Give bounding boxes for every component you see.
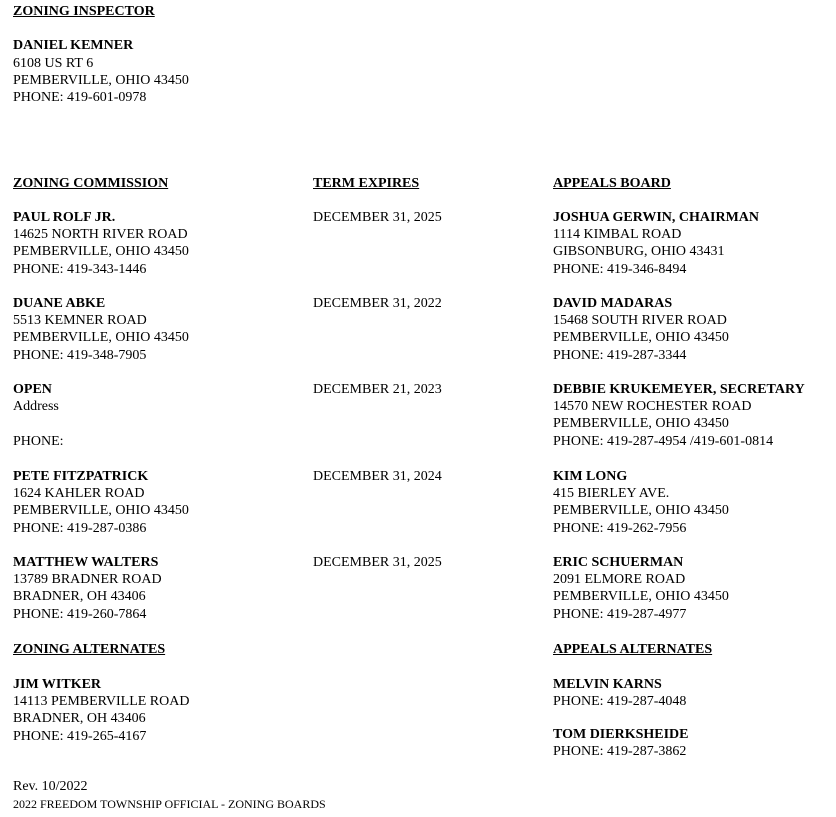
- member-city: PEMBERVILLE, OHIO 43450: [553, 503, 729, 519]
- member-city: PEMBERVILLE, OHIO 43450: [553, 416, 729, 432]
- member-address: 15468 SOUTH RIVER ROAD: [553, 313, 727, 329]
- member-name: MELVIN KARNS: [553, 677, 662, 692]
- member-address: 5513 KEMNER ROAD: [13, 313, 147, 329]
- appeals-member: [553, 381, 805, 450]
- member-city: PEMBERVILLE, OHIO 43450: [553, 589, 729, 605]
- zoning-commission-heading: ZONING COMMISSION: [13, 176, 169, 191]
- member-name: DAVID MADARAS: [553, 296, 673, 311]
- inspector-section: [13, 3, 189, 106]
- member-city: PEMBERVILLE, OHIO 43450: [13, 330, 189, 346]
- inspector-city: PEMBERVILLE, OHIO 43450: [13, 72, 189, 88]
- member-phone: PHONE: 419-287-0386: [13, 520, 147, 536]
- member-address: 2091 ELMORE ROAD: [553, 572, 686, 588]
- appeals-member: [553, 209, 759, 278]
- appeals-alternate-member: [553, 726, 689, 760]
- member-name: KIM LONG: [553, 469, 628, 484]
- appeals-member: [553, 468, 729, 537]
- member-city: PEMBERVILLE, OHIO 43450: [553, 330, 729, 346]
- member-address: 415 BIERLEY AVE.: [553, 486, 670, 502]
- appeals-alternate-member: [553, 676, 686, 710]
- member-name: OPEN: [13, 382, 52, 397]
- member-address: 14570 NEW ROCHESTER ROAD: [553, 399, 752, 415]
- inspector-phone: PHONE: 419-601-0978: [13, 89, 147, 105]
- member-city: PEMBERVILLE, OHIO 43450: [13, 503, 189, 519]
- member-phone: PHONE: 419-287-4977: [553, 606, 687, 622]
- member-name: PETE FITZPATRICK: [13, 469, 149, 484]
- revision-date: Rev. 10/2022: [13, 779, 88, 794]
- member-address: 1624 KAHLER ROAD: [13, 486, 145, 502]
- member-city: PEMBERVILLE, OHIO 43450: [13, 244, 189, 260]
- inspector-heading: ZONING INSPECTOR: [13, 4, 155, 19]
- term-expires-date: DECEMBER 31, 2022: [313, 296, 442, 311]
- zoning-alternate-member: [13, 676, 189, 745]
- member-name: PAUL ROLF JR.: [13, 210, 116, 225]
- commission-member: [13, 295, 189, 364]
- member-name: JOSHUA GERWIN, CHAIRMAN: [553, 210, 760, 225]
- member-address: Address: [13, 399, 59, 415]
- member-name: DEBBIE KRUKEMEYER, SECRETARY: [553, 382, 805, 397]
- commission-member: [13, 381, 64, 450]
- member-name: ERIC SCHUERMAN: [553, 555, 684, 570]
- commission-member: [13, 209, 189, 278]
- term-expires-date: DECEMBER 31, 2025: [313, 555, 442, 570]
- zoning-alternates-heading: ZONING ALTERNATES: [13, 642, 166, 657]
- term-expires-date: DECEMBER 31, 2025: [313, 210, 442, 225]
- member-city: BRADNER, OH 43406: [13, 589, 146, 605]
- term-expires-date: DECEMBER 31, 2024: [313, 469, 442, 484]
- member-name: JIM WITKER: [13, 677, 102, 692]
- commission-member: [13, 468, 189, 537]
- member-phone: PHONE: 419-265-4167: [13, 728, 147, 744]
- member-address: 14625 NORTH RIVER ROAD: [13, 227, 188, 243]
- member-phone: PHONE: 419-346-8494: [553, 261, 687, 277]
- appeals-alternates-heading: APPEALS ALTERNATES: [553, 642, 713, 657]
- member-city: BRADNER, OH 43406: [13, 711, 146, 727]
- term-expires-heading: TERM EXPIRES: [313, 176, 420, 191]
- member-address: 13789 BRADNER ROAD: [13, 572, 162, 588]
- term-expires-date: DECEMBER 21, 2023: [313, 382, 442, 397]
- inspector-address: 6108 US RT 6: [13, 55, 94, 71]
- member-phone: PHONE: 419-287-3344: [553, 347, 687, 363]
- appeals-member: [553, 295, 729, 364]
- member-name: TOM DIERKSHEIDE: [553, 727, 689, 742]
- member-address: 1114 KIMBAL ROAD: [553, 227, 682, 243]
- member-city: [13, 415, 64, 432]
- member-phone: PHONE: 419-262-7956: [553, 520, 687, 536]
- member-phone: PHONE: 419-287-4954 /419-601-0814: [553, 433, 774, 449]
- member-phone: PHONE: 419-343-1446: [13, 261, 147, 277]
- member-phone: PHONE: 419-348-7905: [13, 347, 147, 363]
- member-phone: PHONE: 419-260-7864: [13, 606, 147, 622]
- member-address: 14113 PEMBERVILLE ROAD: [13, 694, 190, 710]
- member-city: GIBSONBURG, OHIO 43431: [553, 244, 725, 260]
- footer-title: 2022 FREEDOM TOWNSHIP OFFICIAL - ZONING BOARDS: [13, 797, 326, 811]
- member-name: MATTHEW WALTERS: [13, 555, 159, 570]
- member-phone: PHONE:: [13, 433, 64, 449]
- appeals-member: [553, 554, 729, 623]
- inspector-name: DANIEL KEMNER: [13, 38, 134, 54]
- member-phone: PHONE: 419-287-4048: [553, 694, 687, 710]
- member-phone: PHONE: 419-287-3862: [553, 744, 687, 760]
- member-name: DUANE ABKE: [13, 296, 106, 311]
- commission-member: [13, 554, 162, 623]
- appeals-board-heading: APPEALS BOARD: [553, 176, 671, 191]
